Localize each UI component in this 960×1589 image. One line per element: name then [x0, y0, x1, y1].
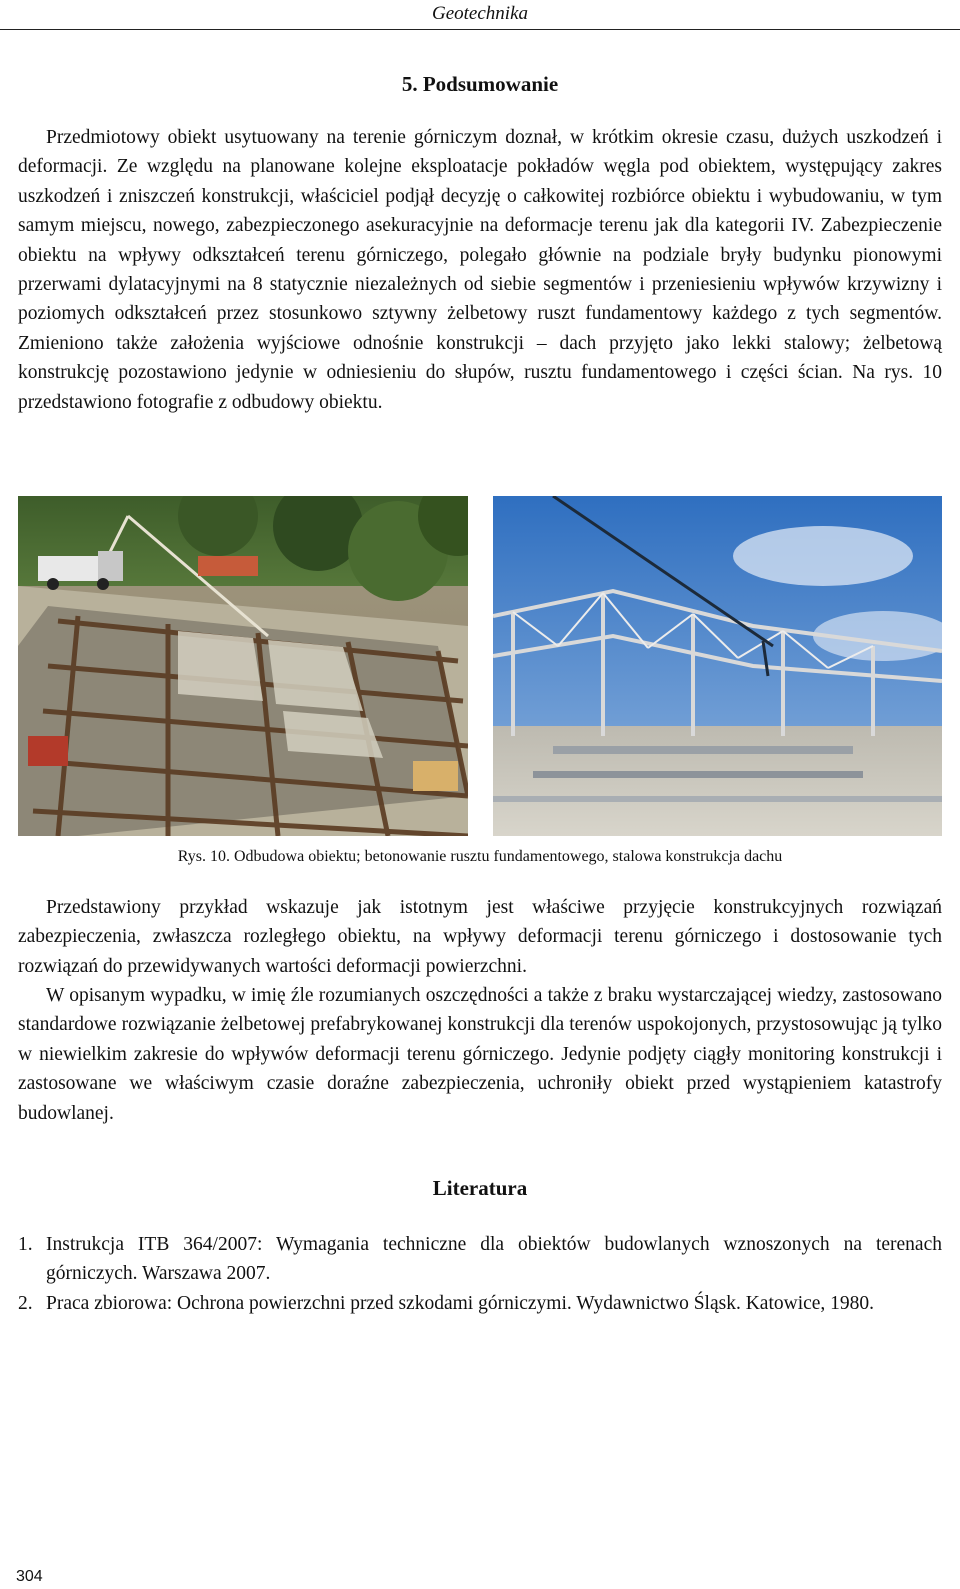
- reference-item: [18, 1289, 942, 1318]
- literature-title: Literatura: [432, 1176, 528, 1200]
- photo-foundation-reinforcement: [18, 496, 468, 836]
- reference-list: [18, 1230, 942, 1318]
- paragraph-summary: Przedmiotowy obiekt usytuowany na terenie górniczym doznał, w krótkim okresie czasu, dużych uszkodzeń i deformacji. Ze względu na planowane kolejne eksploatacje pokładów węgla pod obiektem, występujący zakres uszkodzeń i zniszczeń konstrukcji, właściciel podjął decyzję o całkowitej rozbiórce obiektu i wybudowaniu, w tym samym miejscu, nowego, zabezpieczonego asekuracyjnie na deformacje terenu jak dla kategorii IV. Zabezpieczenie obiektu na wpływy odkształceń terenu górniczego, polegało głównie na podziale bryły budynku pionowymi przerwami dylatacyjnymi na 8 statycznie niezależnych od siebie segmentów i przeniesieniu wpływów krzywizny i poziomych odkształceń przez stosunkowo sztywny żelbetowy ruszt fundamentowy każdego z tych segmentów. Zmieniono także założenia wyjściowe odnośnie konstrukcji – dach przyjęto jako lekki stalowy; żelbetową konstrukcję pozostawiono jedynie w odniesieniu do słupów, rusztu fundamentowego i części ścian. Na rys. 10 przedstawiono fotografie z odbudowy obiektu.: [18, 127, 942, 413]
- paragraph-described-case: W opisanym wypadku, w imię źle rozumianych oszczędności a także z braku wystarczającej wiedzy, zastosowano standardowe rozwiązanie żelbetowej prefabrykowanej konstrukcji dla terenów uspokojonych, przystosowując ją tylko w niewielkim zakresie do wpływów deformacji terenu górniczego. Jedynie podjęty ciągły monitoring konstrukcji i zastosowane we właściwym czasie doraźne zabezpieczenia, uchroniły obiekt przed wystąpieniem katastrofy budowlanej.: [18, 985, 942, 1124]
- running-title: Geotechnika: [431, 3, 528, 24]
- running-header: [0, 0, 960, 30]
- page-number: 304: [16, 1568, 43, 1585]
- paragraph-conclusion: Przedstawiony przykład wskazuje jak istotnym jest właściwe przyjęcie konstrukcyjnych rozwiązań zabezpieczenia, zwłaszcza rozległego obiektu, na wpływy deformacji terenu górniczego i dostosowanie tych rozwiązań do przewidywanych wartości deformacji powierzchni.: [18, 897, 942, 977]
- section-title: 5. Podsumowanie: [401, 72, 559, 96]
- photo-steel-roof-structure: [493, 496, 942, 836]
- reference-number: 2.: [18, 1292, 33, 1314]
- reference-text: Instrukcja ITB 364/2007: Wymagania techniczne dla obiektów budowlanych wznoszonych na terenach górniczych. Warszawa 2007.: [46, 1234, 942, 1285]
- reference-number: 1.: [18, 1234, 33, 1255]
- reference-item: [18, 1230, 942, 1289]
- reference-text: Praca zbiorowa: Ochrona powierzchni przed szkodami górniczymi. Wydawnictwo Śląsk. Katowice, 1980.: [46, 1292, 875, 1314]
- figure-caption: Rys. 10. Odbudowa obiektu; betonowanie rusztu fundamentowego, stalowa konstrukcja dachu: [177, 848, 783, 865]
